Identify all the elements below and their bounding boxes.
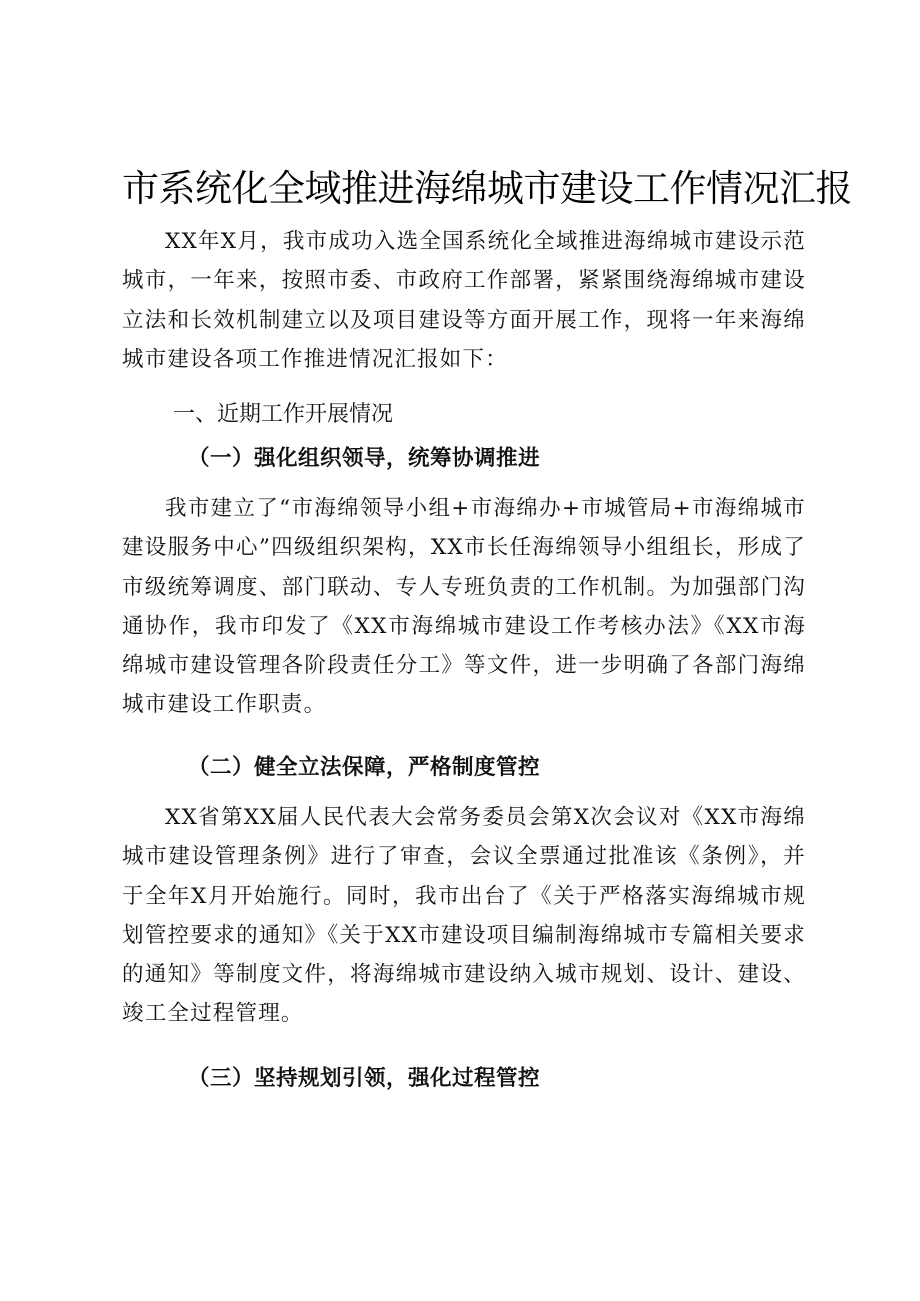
subsection-heading-1: （一）强化组织领导，统筹协调推进	[188, 446, 541, 471]
subsection-body-1: 我市建立了“市海绵领导小组+市海绵办+市城管局+市海绵城市建设服务中心”四级组织架构，XX市长任海绵领导小组组长，形成了市级统筹调度、部门联动、专人专班负责的工作机制。为加强部门沟通协作，我市印发了《XX市海绵城市建设工作考核办法》《XX市海绵城市建设管理各阶段责任分工》等文件，进一步明确了各部门海绵城市建设工作职责。	[122, 496, 806, 718]
document-title: 市系统化全域推进海绵城市建设工作情况汇报	[122, 167, 852, 210]
section-heading-1: 一、近期工作开展情况	[173, 402, 394, 427]
subsection-heading-2: （二）健全立法保障，严格制度管控	[188, 755, 541, 780]
subsection-heading-3: （三）坚持规划引领，强化过程管控	[188, 1066, 541, 1091]
intro-paragraph: XX年X月，我市成功入选全国系统化全域推进海绵城市建设示范城市，一年来，按照市委、市政府工作部署，紧紧围绕海绵城市建设立法和长效机制建立以及项目建设等方面开展工作，现将一年来海绵城市建设各项工作推进情况汇报如下：	[122, 229, 806, 372]
subsection-body-2: XX省第XX届人民代表大会常务委员会第X次会议对《XX市海绵城市建设管理条例》进行了审查，会议全票通过批准该《条例》，并于全年X月开始施行。同时，我市出台了《关于严格落实海绵城市规划管控要求的通知》《关于XX市建设项目编制海绵城市专篇相关要求的通知》等制度文件，将海绵城市建设纳入城市规划、设计、建设、竣工全过程管理。	[122, 805, 806, 1027]
